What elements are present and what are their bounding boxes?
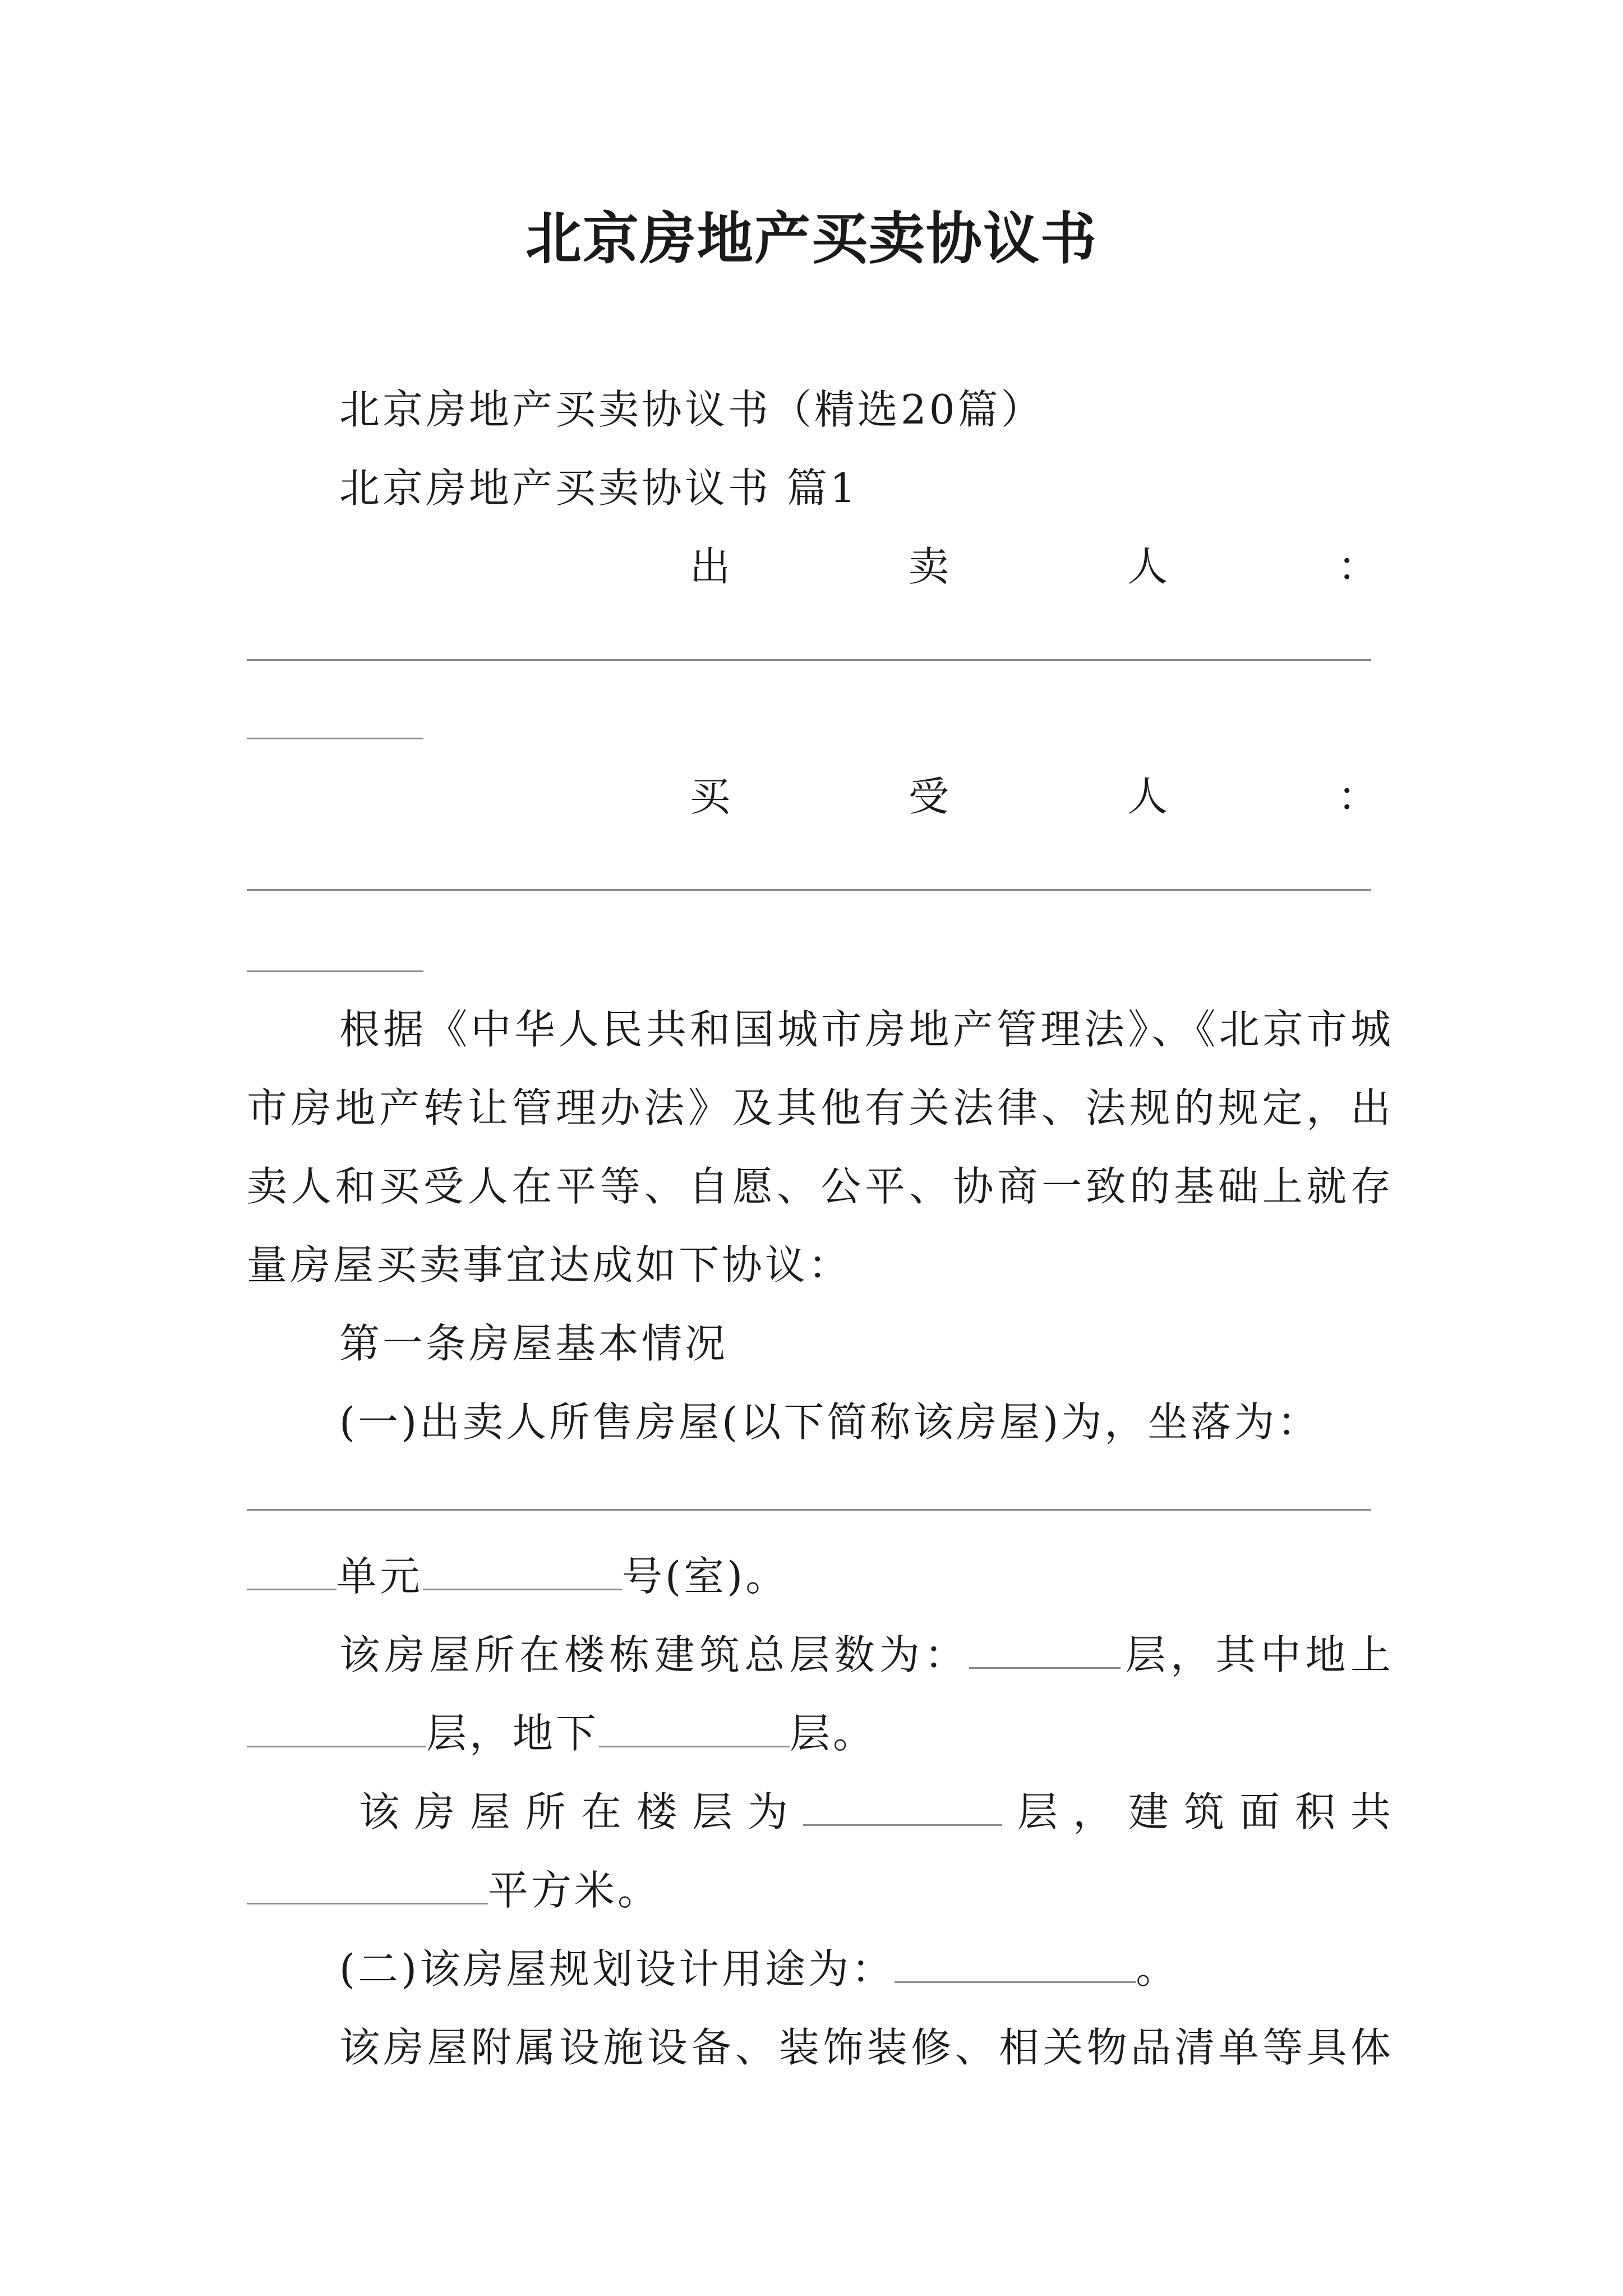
area-unit-label: 平方米。 bbox=[488, 1867, 661, 1914]
usage-end: 。 bbox=[1136, 1945, 1179, 1993]
attachments-line: 该房屋附属设施设备、装饰装修、相关物品清单等具体 bbox=[339, 2024, 1391, 2071]
buyer-char-1: 买 bbox=[690, 773, 731, 820]
seller-char-2: 卖 bbox=[909, 543, 949, 590]
area-line-1 bbox=[359, 1784, 1391, 1840]
floors-end-label: 层。 bbox=[790, 1710, 877, 1757]
area-blank bbox=[247, 1864, 488, 1904]
below-ground-label: 层，地下 bbox=[426, 1710, 600, 1757]
seller-char-3: 人 bbox=[1127, 543, 1168, 590]
seller-fill-line bbox=[247, 659, 1371, 661]
seller-colon: ： bbox=[1338, 543, 1378, 590]
clause-2-usage bbox=[339, 1941, 1179, 1997]
floor-blank bbox=[803, 1785, 1002, 1826]
chapter-heading: 北京房地产买卖协议书 篇1 bbox=[339, 464, 859, 512]
floors-line-1 bbox=[339, 1627, 1391, 1683]
room-label: 号(室)。 bbox=[622, 1553, 789, 1600]
unit-line bbox=[247, 1548, 789, 1604]
usage-blank bbox=[895, 1942, 1136, 1983]
clause-1-location: (一)出卖人所售房屋(以下简称该房屋)为，坐落为： bbox=[339, 1398, 1321, 1446]
floor-label: 该房屋所在楼层为 bbox=[359, 1788, 803, 1835]
above-ground-label: 层，其中地上 bbox=[1121, 1631, 1391, 1678]
document-title: 北京房地产买卖协议书 bbox=[525, 205, 1098, 272]
unit-blank bbox=[247, 1549, 336, 1590]
below-ground-blank bbox=[599, 1706, 790, 1747]
total-floors-label: 该房屋所在楼栋建筑总层数为： bbox=[339, 1631, 970, 1678]
location-fill-line bbox=[247, 1509, 1371, 1511]
buyer-fill-line bbox=[247, 889, 1371, 891]
intro-line-2: 市房地产转让管理办法》及其他有关法律、法规的规定，出 bbox=[247, 1084, 1391, 1131]
floors-line-2 bbox=[247, 1705, 876, 1761]
buyer-fill-line-2 bbox=[247, 970, 423, 972]
article-1-heading: 第一条房屋基本情况 bbox=[339, 1320, 728, 1367]
buyer-char-2: 受 bbox=[909, 773, 949, 820]
total-floors-blank bbox=[969, 1628, 1121, 1669]
area-label: 层，建筑面积共 bbox=[1002, 1788, 1391, 1835]
buyer-colon: ： bbox=[1338, 773, 1378, 820]
intro-line-1: 根据《中华人民共和国城市房地产管理法》、《北京市城 bbox=[339, 1006, 1391, 1053]
unit-label: 单元 bbox=[336, 1553, 423, 1600]
seller-char-1: 出 bbox=[690, 543, 731, 590]
intro-line-3: 卖人和买受人在平等、自愿、公平、协商一致的基础上就存 bbox=[247, 1163, 1391, 1210]
room-blank bbox=[423, 1549, 622, 1590]
usage-label: (二)该房屋规划设计用途为： bbox=[339, 1945, 895, 1993]
seller-fill-line-2 bbox=[247, 738, 423, 739]
subtitle: 北京房地产买卖协议书（精选20篇） bbox=[339, 386, 1044, 433]
buyer-char-3: 人 bbox=[1127, 773, 1168, 820]
above-ground-blank bbox=[247, 1706, 426, 1747]
area-line-2 bbox=[247, 1862, 661, 1918]
intro-line-4: 量房屋买卖事宜达成如下协议： bbox=[247, 1241, 852, 1289]
